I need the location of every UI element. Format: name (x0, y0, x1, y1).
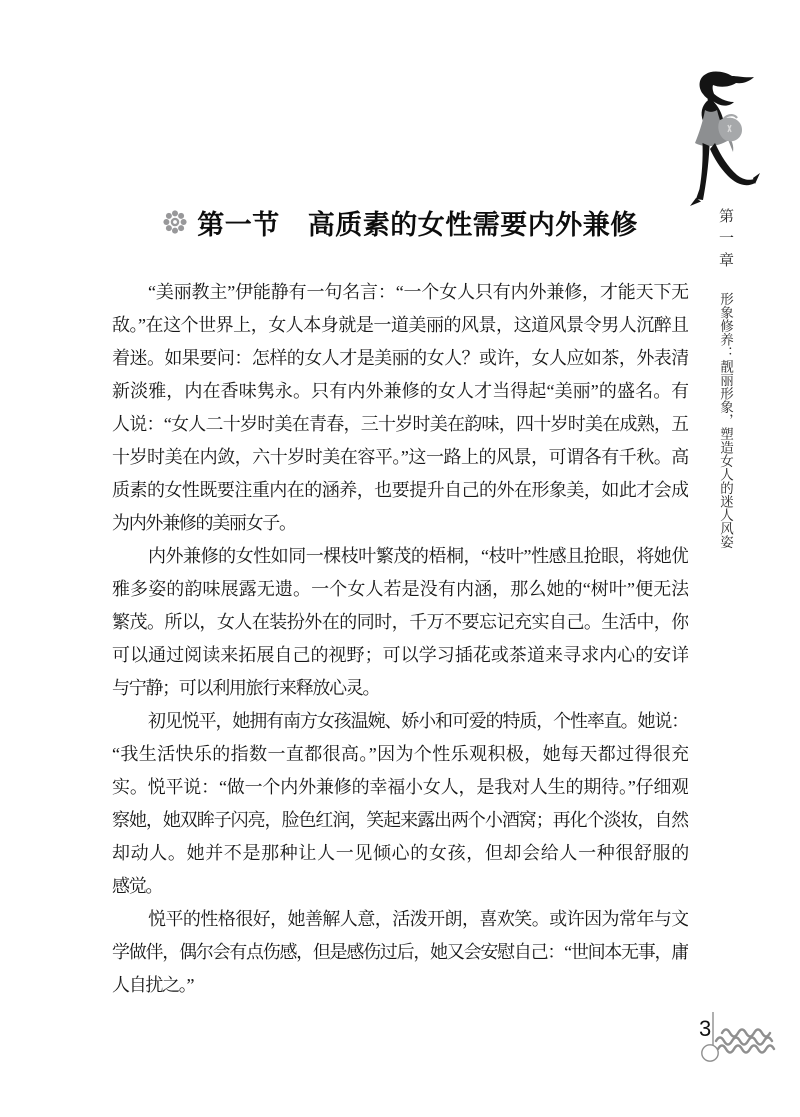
text-line: 十岁时美在内敛，六十岁时美在容平。”这一路上的风景，可谓各有千秋。高 (112, 447, 688, 467)
section-number: 第一节 (197, 209, 280, 240)
text-line: 却动人。她并不是那种让人一见倾心的女孩，但却会给人一种很舒服的 (112, 843, 688, 863)
text-line: 悦平的性格很好，她善解人意，活泼开朗，喜欢笑。或许因为常年与文 (148, 909, 688, 929)
text-line: 实。悦平说：“做一个内外兼修的幸福小女人，是我对人生的期待。”仔细观 (112, 777, 688, 797)
text-line: 人说：“女人二十岁时美在青春，三十岁时美在韵味，四十岁时美在成熟，五 (112, 414, 688, 434)
text-line: 内外兼修的女性如同一棵枝叶繁茂的梧桐，“枝叶”性感且抢眼，将她优 (148, 546, 688, 566)
section-heading (112, 204, 688, 240)
flower-florette-icon (162, 209, 188, 235)
text-line: 着迷。如果要问：怎样的女人才是美丽的女人？或许，女人应如茶，外表清 (112, 348, 688, 368)
page-footer (696, 1010, 782, 1068)
text-line: 与宁静；可以利用旅行来释放心灵。 (112, 678, 380, 698)
chapter-title: 形象修养：靓丽形象，塑造女人的迷人风姿 (718, 292, 733, 549)
text-line: 人自扰之。” (112, 975, 194, 995)
text-line: 雅多姿的韵味展露无遗。一个女人若是没有内涵，那么她的“树叶”便无法 (112, 579, 688, 599)
text-line: 感觉。 (112, 876, 163, 896)
text-line: 学做伴，偶尔会有点伤感，但是感伤过后，她又会安慰自己：“世间本无事，庸 (112, 942, 688, 962)
chapter-sidebar (716, 208, 734, 568)
text-line: “美丽教主”伊能静有一句名言：“一个女人只有内外兼修，才能天下无 (148, 282, 688, 302)
text-line: 新淡雅，内在香味隽永。只有内外兼修的女人才当得起“美丽”的盛名。有 (112, 381, 688, 401)
fashion-woman-silhouette-icon (676, 70, 760, 212)
main-content (112, 204, 688, 1002)
chapter-number: 第一章 (717, 208, 733, 274)
text-line: 初见悦平，她拥有南方女孩温婉、娇小和可爱的特质，个性率直。她说： (148, 711, 688, 731)
page-number: 3 (699, 1016, 712, 1041)
text-line: 可以通过阅读来拓展自己的视野；可以学习插花或茶道来寻求内心的安详 (112, 645, 688, 665)
text-line: 繁茂。所以，女人在装扮外在的同时，千万不要忘记充实自己。生活中，你 (112, 612, 688, 632)
text-line: 敌。”在这个世界上，女人本身就是一道美丽的风景，这道风景令男人沉醉且 (112, 315, 688, 335)
section-title: 高质素的女性需要内外兼修 (307, 209, 638, 240)
text-line: “我生活快乐的指数一直都很高。”因为个性乐观积极，她每天都过得很充 (112, 744, 688, 764)
text-line: 为内外兼修的美丽女子。 (112, 513, 296, 533)
text-line: 质素的女性既要注重内在的涵养，也要提升自己的外在形象美，如此才会成 (112, 480, 688, 500)
body-text (112, 276, 688, 1002)
text-line: 察她，她双眸子闪亮，脸色红润，笑起来露出两个小酒窝；再化个淡妆，自然 (112, 810, 688, 830)
